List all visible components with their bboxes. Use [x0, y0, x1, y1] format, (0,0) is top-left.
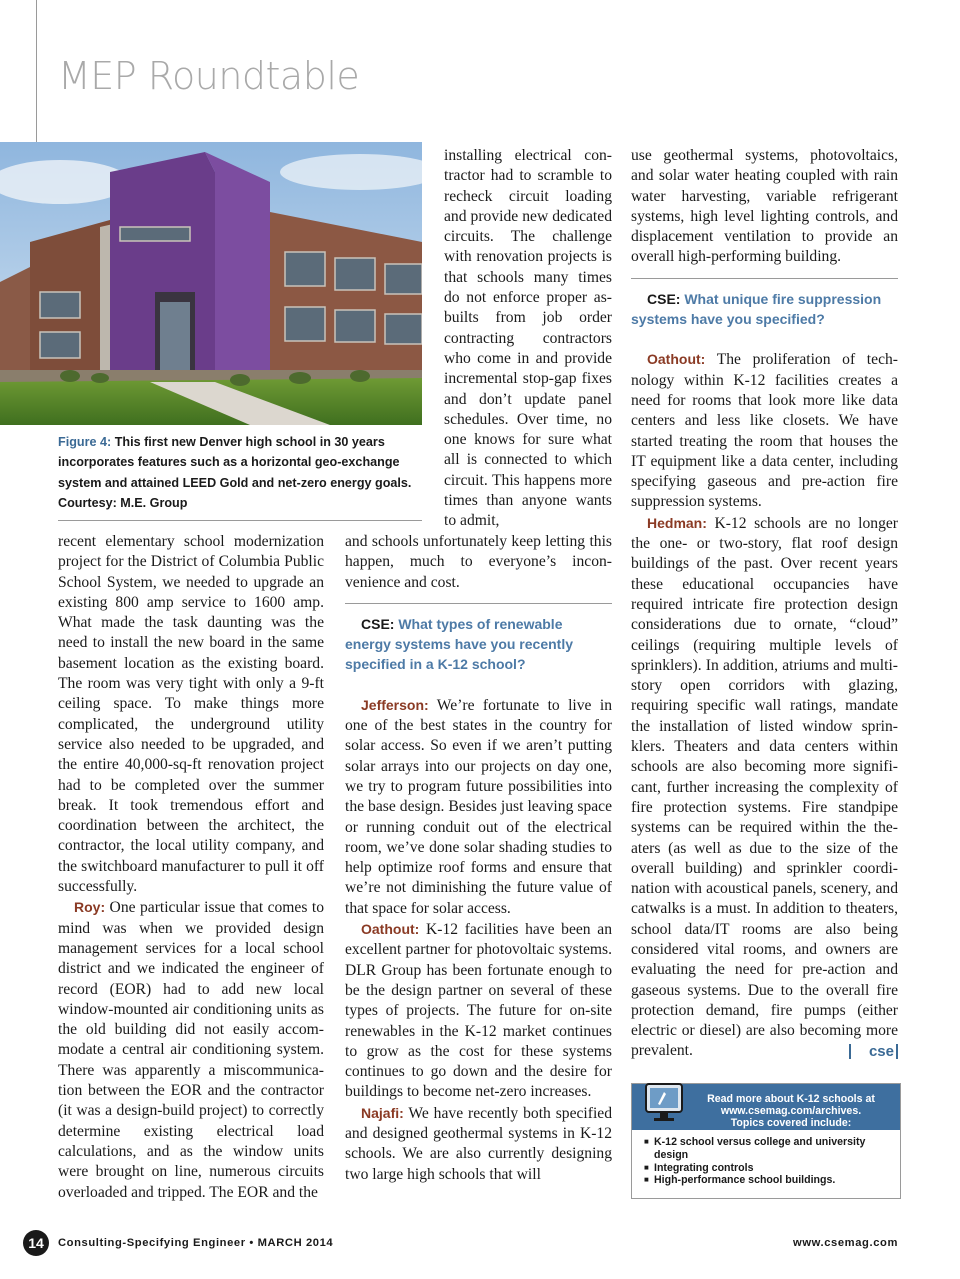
section-title: MEP Roundtable [58, 54, 360, 98]
topic-item: ■ High-performance school buildings. [644, 1174, 894, 1187]
answer-text: K-12 schools are no longer the one- or two-story, flat roof design buildings of the past. Over recent years these educational occupancies have required intricate fire protection design considerations due to ornate, “cloud” ceilings (requiring multiple levels of sprinklers). In addition, atriums and multi-story open corridors with glazing, requiring specific wall ratings, mandate the installation of listed window sprinklers. Theaters and data centers within schools are also becoming more significant, further increasing the complexity of fire protection systems. Fire standpipe systems can be required within the theaters (as well as due to the size of the overall building) and sprinkler coordination with acoustical panels, scenery, and catwalks is a must. In addition to theaters, school data/IT rooms are also being considered vital rooms, and owners are evaluating the need for pre-action and gaseous systems. Due to the overall fire protection demand, fire pumps (either electric or diesel) are also becoming more prevalent. [631, 514, 898, 1060]
topic-list [644, 1136, 894, 1187]
column-3 [631, 146, 898, 1062]
paragraph-hedman [631, 513, 898, 1062]
spacer [345, 675, 612, 695]
speaker-hedman: Hedman: [647, 514, 707, 531]
answer-text: K-12 facilities have been an excellent partner for photovoltaic systems. DLR Group has been fortunate enough to be the design partner on several of these types of projects. The future for on-site renewables in the K-12 market continues to grow as the cost for these systems continues to go down and the desire for buildings to become net-zero increases. [345, 921, 612, 1101]
speaker-roy: Roy: [74, 899, 106, 916]
column-1 [58, 532, 324, 1203]
figure-caption-text: This first new Denver high school in 30 years incorporates features such as a horizontal geo-exchange system and attained LEED Gold and net-zero energy goals. Courtesy: M.E. Group [58, 435, 412, 511]
header-rule [36, 0, 37, 145]
paragraph-najafi [345, 1103, 612, 1185]
speaker-oathout: Oathout: [361, 921, 420, 938]
computer-monitor-icon [644, 1080, 686, 1124]
website-link[interactable]: www.csemag.com [793, 1237, 898, 1249]
question-label: CSE: [647, 290, 681, 307]
paragraph-roy [58, 897, 324, 1202]
question-renewable [345, 614, 612, 675]
cse-end-logo: cse [849, 1044, 898, 1059]
page-number: 14 [23, 1230, 49, 1256]
school-building-photo [0, 142, 422, 425]
question-fire [631, 289, 898, 330]
column-2 [345, 532, 612, 1185]
paragraph-jefferson [345, 695, 612, 919]
topic-item: ■ Integrating controls [644, 1162, 894, 1175]
spacer [631, 329, 898, 349]
question-label: CSE: [361, 615, 395, 632]
publication-line: Consulting-Specifying Engineer • MARCH 2014 [58, 1237, 334, 1249]
read-more-line-3: Topics covered include: [730, 1117, 852, 1129]
figure-label: Figure 4: [58, 435, 112, 449]
page-footer [0, 1228, 960, 1258]
paragraph-oathout [631, 349, 898, 512]
read-more-line-1: Read more about K-12 schools at [707, 1093, 875, 1105]
paragraph: installing electrical contractor had to scramble to recheck circuit loading and provide new dedicated circuits. The challenge with renovation projects is that schools many times do not enforce proper as-builts from job order contracting contractors who come in and provide incremental stop-gap fixes and don’t update panel schedules. Over time, no one knows for sure what all is connected to which circuit. This happens more times than anyone wants to admit, [444, 147, 612, 530]
column-2-top [444, 146, 612, 532]
paragraph: and schools unfortunately keep letting this happen, much to everyone’s inconvenience and cost. [345, 533, 612, 591]
speaker-najafi: Najafi: [361, 1104, 404, 1121]
paragraph-oathout [345, 919, 612, 1103]
read-more-text [686, 1093, 896, 1129]
question-text: What unique fire suppression systems have you specified? [631, 290, 882, 328]
answer-text: We’re fortunate to live in one of the best states in the country for solar access. So even if we aren’t putting solar arrays into our projects on day one, we try to program future possibilities into the base design. Besides just leaving space or running conduit out of the electrical room, we’ve done solar shading studies to help optimize roof forms and ensure that we’re not diminishing the future value of that space for solar access. [345, 696, 612, 917]
answer-text: We have recently both specified and designed geothermal systems in K-12 schools. We are also currently designing two large high schools that will [345, 1104, 612, 1183]
speaker-jefferson: Jefferson: [361, 696, 429, 713]
figure-caption [58, 432, 418, 514]
caption-divider [58, 520, 422, 521]
paragraph: use geothermal systems, photovoltaics, and solar water heating coupled with rain water harvesting, variable refrigerant systems, high level lighting controls, and displacement ventilation to provide an overall high-performing building. [631, 147, 898, 266]
question-divider [631, 278, 898, 279]
answer-text: The proliferation of technology within K-12 facilities creates a need for rooms that look more like data centers and less like closets. We have started treating the room that houses the IT equipment like a data center, including specifying gaseous and pre-action fire suppression systems. [631, 351, 898, 511]
read-more-box [631, 1083, 901, 1199]
speaker-oathout: Oathout: [647, 351, 706, 368]
answer-text: One particular issue that comes to mind was when we provided design management services for a local school district and we indicated the engineer of record (EOR) had to add new local window-mounted air conditioning units as the old building did not easily accommodate a central air conditioning system. There was apparently a miscommunication between the EOR and the contractor (it was a design-build project) to correctly determine existing electrical load calculations, and as the window units were brought on line, numerous circuits overloaded and tripped. The EOR and the [58, 899, 324, 1201]
paragraph: recent elementary school modernization project for the District of Columbia Public School System, we needed to upgrade an existing 800 amp service to 1600 amp. What made the task daunting was the need to install the new board in the same basement location as the existing board. The room was very tight with only a 9-ft ceiling space. To make things more complicated, the underground utility service also needed to be upgraded, and the entire 40,000-sq-ft renovation project had to be completed over the summer break. It took tremendous effort and coordination between the architect, the contractor, the local utility company, and the switchboard manufacturer to pull it off successfully. [58, 533, 324, 896]
read-more-link[interactable]: www.csemag.com/archives. [720, 1105, 862, 1117]
question-divider [345, 603, 612, 604]
topic-item: ■ K-12 school versus college and university design [644, 1136, 894, 1162]
question-text: What types of renewable energy systems have you recently specified in a K-12 school? [345, 615, 574, 673]
